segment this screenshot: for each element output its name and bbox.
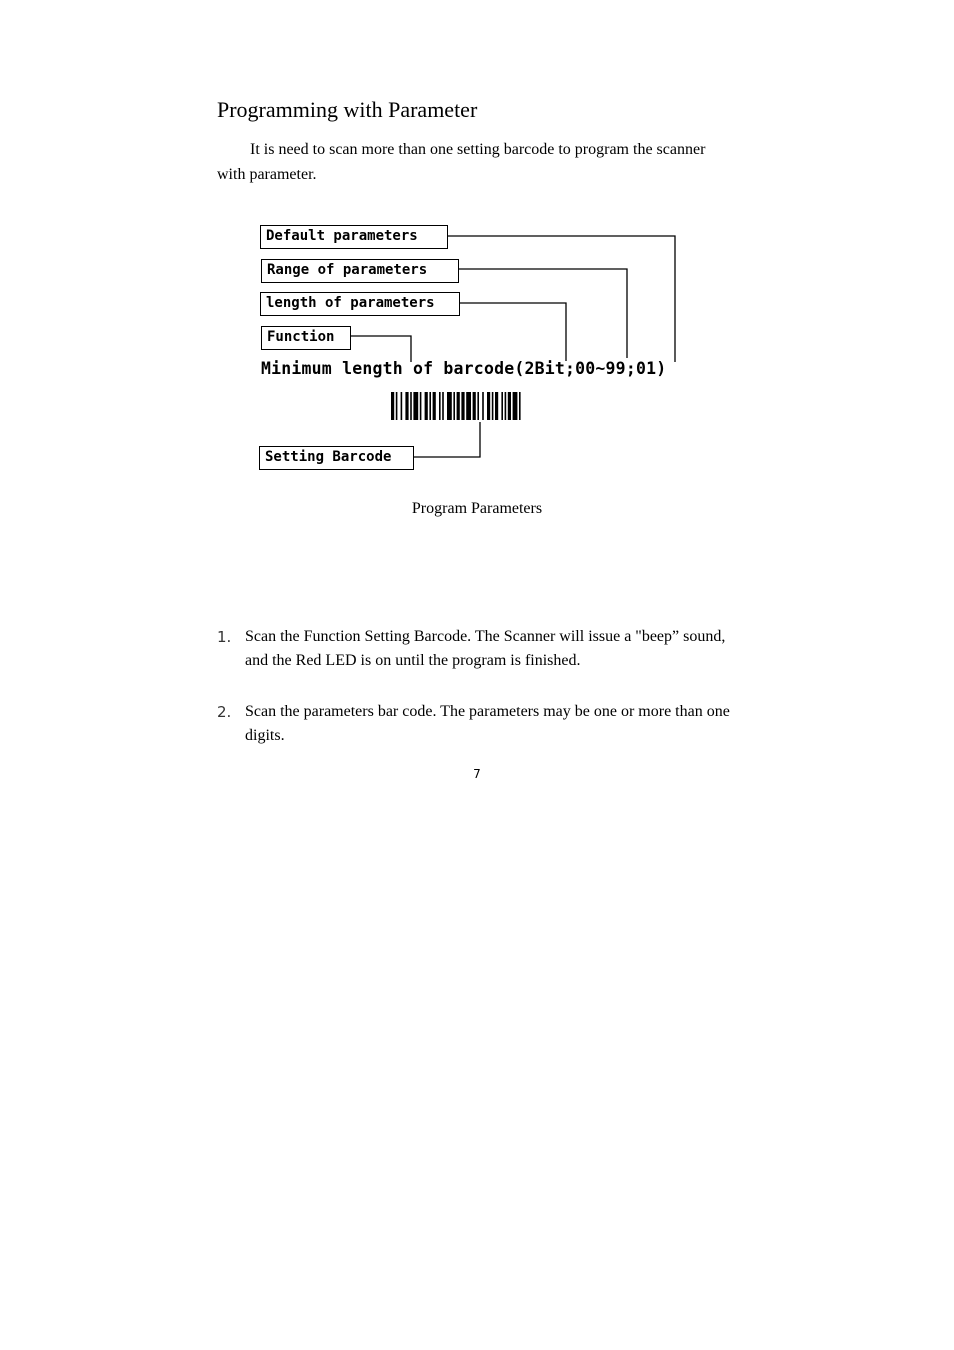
length-of-parameters-label: length of parameters <box>260 292 460 316</box>
list-item <box>217 700 747 750</box>
list-item-number: 1. <box>217 628 232 646</box>
connector-setting-barcode <box>414 422 480 457</box>
setting-barcode-label: Setting Barcode <box>259 446 414 470</box>
connector-range-of-parameters <box>459 269 627 358</box>
intro-paragraph: It is need to scan more than one setting barcode to program the scanner with parameter. <box>217 141 706 183</box>
list-item <box>217 625 747 675</box>
range-of-parameters-label: Range of parameters <box>261 259 459 283</box>
figure-caption: Program Parameters <box>411 500 543 517</box>
page-heading: Programming with Parameter <box>217 97 478 122</box>
list-item-text: Scan the Function Setting Barcode. The Scanner will issue a "beep” sound, and the Red LED is on until the program is finished. <box>245 628 726 669</box>
list-item-number: 2. <box>217 703 232 721</box>
function-label: Function <box>261 326 351 350</box>
setting-barcode-graphic <box>391 392 521 420</box>
connector-default-parameters <box>448 236 675 362</box>
default-parameters-label: Default parameters <box>260 225 448 249</box>
page-number: 7 <box>473 767 481 781</box>
function-description: Minimum length of barcode(2Bit;00~99;01) <box>261 359 667 378</box>
connector-length-of-parameters <box>460 303 566 361</box>
list-item-text: Scan the parameters bar code. The parameters may be one or more than one digits. <box>245 703 730 744</box>
